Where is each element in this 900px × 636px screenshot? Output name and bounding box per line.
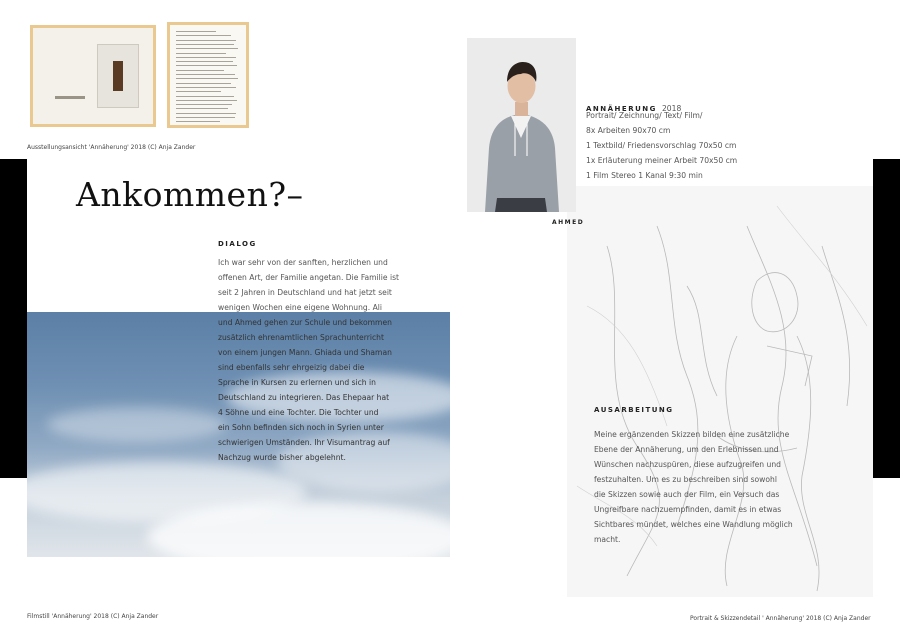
text-frame-line xyxy=(176,117,235,118)
work-info-line: 8x Arbeiten 90x70 cm xyxy=(586,126,671,135)
dialog-line: ein Sohn befinden sich noch in Syrien unter xyxy=(218,423,384,432)
frame-caption-mark xyxy=(55,96,85,99)
text-frame-line xyxy=(176,48,238,49)
right-black-bar xyxy=(873,159,900,478)
left-black-bar xyxy=(0,159,27,478)
text-frame-line xyxy=(176,65,237,66)
text-frame-line xyxy=(176,78,238,79)
text-frame-line xyxy=(176,70,224,71)
dialog-line: sind ebenfalls sehr ehrgeizig dabei die xyxy=(218,363,365,372)
dialog-line: von einem jungen Mann. Ghiada und Shaman xyxy=(218,348,392,357)
dialog-line: seit 2 Jahren in Deutschland und hat jetzt seit xyxy=(218,288,392,297)
dialog-line: schwierigen Umständen. Ihr Visumantrag auf xyxy=(218,438,390,447)
work-info-line: 1 Textbild/ Friedensvorschlag 70x50 cm xyxy=(586,141,737,150)
ausarbeitung-line: Ungreifbare nachzuempfinden, damit es in etwas xyxy=(594,505,782,514)
ausarbeitung-line: Wünschen nachzuspüren, diese aufzugreifen und xyxy=(594,460,781,469)
dialog-line: Ich war sehr von der sanften, herzlichen und xyxy=(218,258,388,267)
text-frame-line xyxy=(176,40,236,41)
text-frame-line xyxy=(176,31,216,32)
text-frame-line xyxy=(176,100,237,101)
text-frame-line xyxy=(176,53,226,54)
work-info-line: 1 Film Stereo 1 Kanal 9:30 min xyxy=(586,171,703,180)
text-frame-line xyxy=(176,35,231,36)
exhibition-text-frame xyxy=(167,22,249,128)
dialog-line: Sprache in Kursen zu erlernen und sich in xyxy=(218,378,376,387)
dialog-text xyxy=(218,255,438,465)
ausarbeitung-line: die Skizzen sowie auch der Film, ein Versuch das xyxy=(594,490,780,499)
text-frame-line xyxy=(176,113,236,114)
exhibition-photo-frame xyxy=(30,25,156,127)
work-year: 2018 xyxy=(661,104,682,113)
text-frame-line xyxy=(176,96,234,97)
text-frame-line xyxy=(176,61,233,62)
ausarbeitung-text xyxy=(594,427,814,547)
text-frame-line xyxy=(176,44,234,45)
text-frame-line xyxy=(176,104,232,105)
dialog-line: Deutschland zu integrieren. Das Ehepaar hat xyxy=(218,393,390,402)
top-caption: Ausstellungsansicht 'Annäherung' 2018 (C) Anja Zander xyxy=(27,144,196,151)
portrait-photo-ahmed xyxy=(467,38,576,212)
page-title: Ankommen?– xyxy=(76,175,304,214)
chair-photo xyxy=(97,44,139,108)
dialog-line: offenen Art, der Familie angetan. Die Familie ist xyxy=(218,273,399,282)
work-title: ANNÄHERUNG xyxy=(586,105,657,113)
work-info-line: Portrait/ Zeichnung/ Text/ Film/ xyxy=(586,111,703,120)
ausarbeitung-line: Ebene der Annäherung, um den Erlebnissen und xyxy=(594,445,779,454)
dialog-heading: DIALOG xyxy=(218,240,257,248)
ausarbeitung-line: Meine ergänzenden Skizzen bilden eine zusätzliche xyxy=(594,430,790,439)
ausarbeitung-line: macht. xyxy=(594,535,621,544)
text-frame-line xyxy=(176,74,235,75)
text-frame-line xyxy=(176,121,220,122)
text-frame-line xyxy=(176,57,236,58)
dialog-line: 4 Söhne und eine Tochter. Die Tochter und xyxy=(218,408,379,417)
text-frame-line xyxy=(176,83,231,84)
ausarbeitung-line: Sichtbares mündet, welches eine Wandlung möglich xyxy=(594,520,793,529)
chair-icon xyxy=(113,61,123,91)
work-info-list xyxy=(586,108,786,183)
caption-bottom-right: Portrait & Skizzendetail ' Annäherung' 2018 (C) Anja Zander xyxy=(690,615,871,622)
ausarbeitung-heading: AUSARBEITUNG xyxy=(594,406,674,414)
text-frame-line xyxy=(176,108,228,109)
dialog-line: wenigen Wochen eine eigene Wohnung. Ali xyxy=(218,303,382,312)
text-frame-line xyxy=(176,91,221,92)
dialog-line: zusätzlich ehrenamtlichen Sprachunterricht xyxy=(218,333,384,342)
work-info-line: 1x Erläuterung meiner Arbeit 70x50 cm xyxy=(586,156,738,165)
dialog-line: und Ahmed gehen zur Schule und bekommen xyxy=(218,318,392,327)
portrait-label: AHMED xyxy=(552,219,585,226)
ausarbeitung-line: festzuhalten. Um es zu beschreiben sind sowohl xyxy=(594,475,777,484)
caption-bottom-left: Filmstill 'Annäherung' 2018 (C) Anja Zander xyxy=(27,613,159,620)
text-frame-line xyxy=(176,87,236,88)
dialog-line: Nachzug wurde bisher abgelehnt. xyxy=(218,453,346,462)
